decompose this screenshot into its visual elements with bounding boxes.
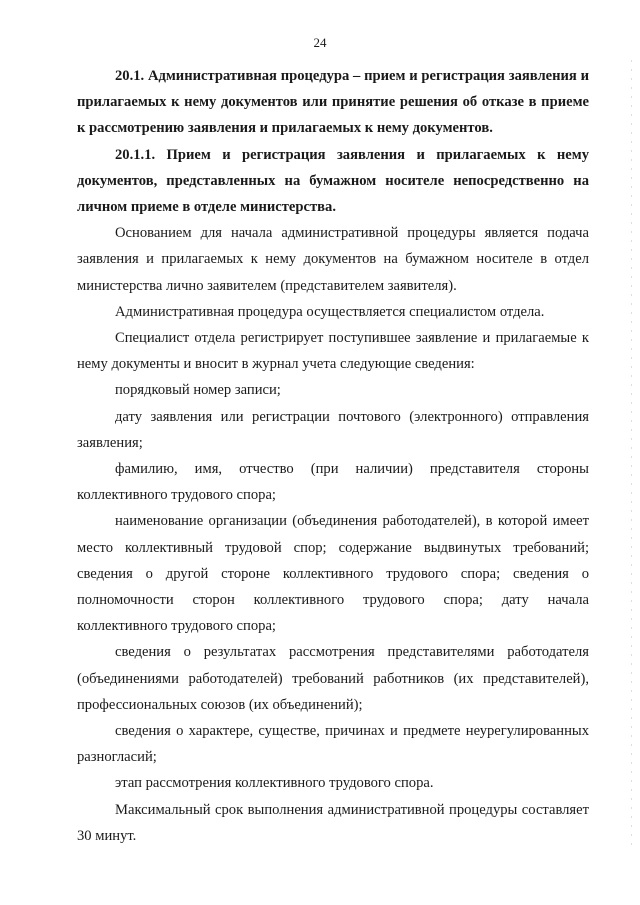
list-item-organization: наименование организации (объединения работодателей), в которой имеет место коллективный трудовой спор; содержание выдвинутых требований; сведения о другой стороне коллективного трудового спора; сведения о полномочности сторон коллективного трудового спора; дату начала коллективного трудового спора; bbox=[77, 513, 589, 635]
paragraph-basis: Основанием для начала административной процедуры является подача заявления и прилагаемых к нему документов на бумажном носителе в отдел министерства лично заявителем (представителем заявителя). bbox=[77, 225, 589, 294]
paragraph-max-duration: Максимальный срок выполнения административной процедуры составляет 30 минут. bbox=[77, 801, 589, 844]
paragraph-performer: Административная процедура осуществляется специалистом отдела. bbox=[115, 303, 545, 320]
section-heading-20-1-1: 20.1.1. Прием и регистрация заявления и прилагаемых к нему документов, представленных на бумажном носителе непосредственно на личном приеме в отделе министерства. bbox=[77, 146, 589, 216]
paragraph-registration: Специалист отдела регистрирует поступившее заявление и прилагаемые к нему документы и вносит в журнал учета следующие сведения: bbox=[77, 330, 589, 373]
list-item-representative-name: фамилию, имя, отчество (при наличии) представителя стороны коллективного трудового спора; bbox=[77, 461, 589, 504]
list-item-stage: этап рассмотрения коллективного трудового спора. bbox=[115, 775, 434, 792]
page-number: 24 bbox=[313, 35, 327, 50]
scan-edge-artifact bbox=[631, 60, 632, 850]
list-item-record-number: порядковый номер записи; bbox=[115, 382, 281, 399]
list-item-review-results: сведения о результатах рассмотрения представителями работодателя (объединениями работодателей) требований работников (их представителей), профессиональных союзов (их объединений); bbox=[77, 644, 589, 713]
section-heading-20-1: 20.1. Административная процедура – прием и регистрация заявления и прилагаемых к нему документов или принятие решения об отказе в приеме к рассмотрению заявления и прилагаемых к нему документов. bbox=[77, 68, 589, 137]
list-item-disagreements: сведения о характере, существе, причинах и предмете неурегулированных разногласий; bbox=[77, 723, 589, 766]
list-item-date: дату заявления или регистрации почтового (электронного) отправления заявления; bbox=[77, 408, 589, 451]
document-body bbox=[77, 63, 589, 849]
